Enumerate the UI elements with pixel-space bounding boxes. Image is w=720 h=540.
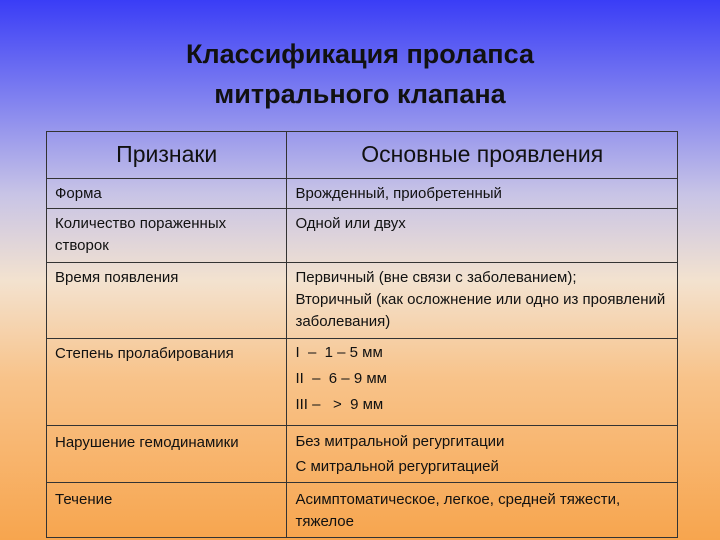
header-manifestations: Основные проявления bbox=[287, 132, 678, 179]
row-feature: Форма bbox=[47, 179, 287, 209]
header-features: Признаки bbox=[47, 132, 287, 179]
manifestation-line: С митральной регургитацией bbox=[295, 458, 499, 475]
row-manifestation bbox=[287, 263, 678, 339]
table-row bbox=[47, 263, 678, 339]
row-feature: Течение bbox=[47, 483, 287, 538]
table-row bbox=[47, 179, 678, 209]
row-manifestation bbox=[287, 426, 678, 483]
row-manifestation bbox=[287, 483, 678, 538]
manifestation-line: Первичный (вне связи с заболеванием); bbox=[295, 269, 577, 286]
manifestation-line: Врожденный, приобретенный bbox=[295, 185, 502, 202]
row-feature: Степень пролабирования bbox=[47, 339, 287, 426]
row-manifestation bbox=[287, 179, 678, 209]
manifestation-line: Асимптоматическое, легкое, средней тяжести, тяжелое bbox=[295, 491, 621, 530]
manifestation-line: Вторичный (как осложнение или одно из проявлений заболевания) bbox=[295, 291, 666, 330]
row-manifestation bbox=[287, 339, 678, 426]
table-row bbox=[47, 339, 678, 426]
row-feature: Время появления bbox=[47, 263, 287, 339]
slide-title bbox=[0, 34, 720, 114]
table-row bbox=[47, 483, 678, 538]
table-row bbox=[47, 426, 678, 483]
manifestation-line: Без митральной регургитации bbox=[295, 433, 505, 450]
row-feature: Нарушение гемодинамики bbox=[47, 426, 287, 483]
manifestation-line: I – 1 – 5 мм bbox=[295, 344, 383, 361]
classification-table bbox=[46, 131, 678, 538]
slide-title-line-1: Классификация пролапса bbox=[186, 39, 534, 69]
slide-title-line-2: митрального клапана bbox=[214, 79, 506, 109]
manifestation-line: II – 6 – 9 мм bbox=[295, 370, 387, 387]
row-feature: Количество пораженных створок bbox=[47, 209, 287, 263]
row-manifestation bbox=[287, 209, 678, 263]
manifestation-line: Одной или двух bbox=[295, 215, 406, 232]
table-row bbox=[47, 209, 678, 263]
manifestation-line: III – > 9 мм bbox=[295, 396, 384, 413]
table-header-row bbox=[47, 132, 678, 179]
